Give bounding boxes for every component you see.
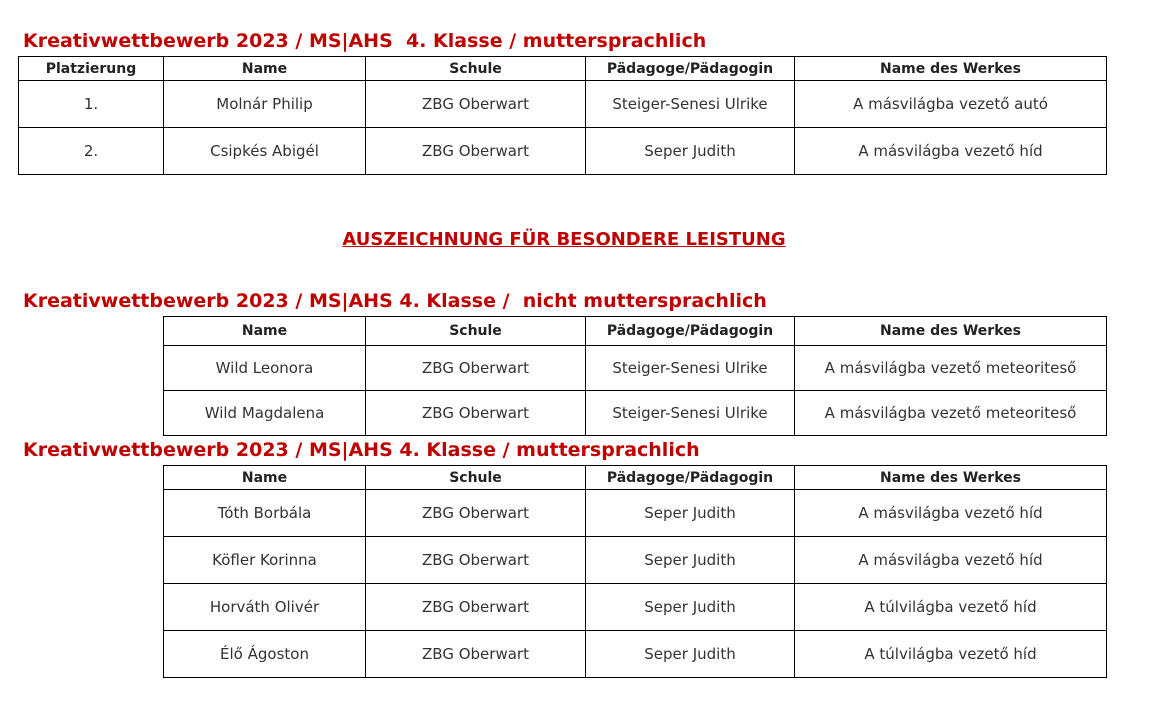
cell-teacher: Seper Judith [586, 584, 795, 631]
table-header-row [164, 317, 1107, 346]
cell-school: ZBG Oberwart [366, 81, 586, 128]
cell-teacher: Seper Judith [586, 128, 795, 175]
column-header: Pädagoge/Pädagogin [586, 57, 795, 81]
table-row [164, 490, 1107, 537]
table-header-row [164, 466, 1107, 490]
cell-work: A túlvilágba vezető híd [795, 584, 1107, 631]
column-header: Schule [366, 466, 586, 490]
column-header: Schule [366, 57, 586, 81]
column-header: Name [164, 466, 366, 490]
cell-work: A másvilágba vezető autó [795, 81, 1107, 128]
table-row [164, 631, 1107, 678]
cell-name: Tóth Borbála [164, 490, 366, 537]
award-heading: AUSZEICHNUNG FÜR BESONDERE LEISTUNG [342, 229, 786, 250]
column-header: Name [164, 317, 366, 346]
cell-work: A túlvilágba vezető híd [795, 631, 1107, 678]
cell-school: ZBG Oberwart [366, 631, 586, 678]
cell-placement: 1. [19, 81, 164, 128]
cell-work: A másvilágba vezető meteoriteső [795, 346, 1107, 391]
column-header: Name des Werkes [795, 466, 1107, 490]
cell-name: Köfler Korinna [164, 537, 366, 584]
table-header-row [19, 57, 1107, 81]
cell-placement: 2. [19, 128, 164, 175]
results-table-native [18, 56, 1107, 175]
column-header: Platzierung [19, 57, 164, 81]
cell-work: A másvilágba vezető meteoriteső [795, 391, 1107, 436]
cell-teacher: Seper Judith [586, 490, 795, 537]
cell-teacher: Steiger-Senesi Ulrike [586, 346, 795, 391]
cell-teacher: Steiger-Senesi Ulrike [586, 81, 795, 128]
cell-school: ZBG Oberwart [366, 584, 586, 631]
cell-name: Wild Magdalena [164, 391, 366, 436]
results-table-native-award [163, 465, 1107, 678]
section1-heading: Kreativwettbewerb 2023 / MS|AHS 4. Klasse / muttersprachlich [23, 30, 707, 52]
results-table-non-native [163, 316, 1107, 436]
column-header: Schule [366, 317, 586, 346]
table-row [19, 81, 1107, 128]
section3-heading: Kreativwettbewerb 2023 / MS|AHS 4. Klasse / muttersprachlich [23, 439, 700, 461]
table-row [164, 391, 1107, 436]
cell-name: Molnár Philip [164, 81, 366, 128]
table-row [164, 537, 1107, 584]
cell-teacher: Seper Judith [586, 631, 795, 678]
table-row [164, 346, 1107, 391]
column-header: Name [164, 57, 366, 81]
cell-teacher: Seper Judith [586, 537, 795, 584]
cell-work: A másvilágba vezető híd [795, 537, 1107, 584]
cell-work: A másvilágba vezető híd [795, 128, 1107, 175]
cell-school: ZBG Oberwart [366, 346, 586, 391]
cell-name: Horváth Olivér [164, 584, 366, 631]
column-header: Name des Werkes [795, 317, 1107, 346]
cell-name: Élő Ágoston [164, 631, 366, 678]
cell-name: Wild Leonora [164, 346, 366, 391]
cell-work: A másvilágba vezető híd [795, 490, 1107, 537]
cell-school: ZBG Oberwart [366, 490, 586, 537]
cell-teacher: Steiger-Senesi Ulrike [586, 391, 795, 436]
cell-school: ZBG Oberwart [366, 128, 586, 175]
section2-heading: Kreativwettbewerb 2023 / MS|AHS 4. Klasse / nicht muttersprachlich [23, 290, 767, 312]
cell-name: Csipkés Abigél [164, 128, 366, 175]
column-header: Pädagoge/Pädagogin [586, 466, 795, 490]
column-header: Name des Werkes [795, 57, 1107, 81]
table-row [19, 128, 1107, 175]
cell-school: ZBG Oberwart [366, 537, 586, 584]
column-header: Pädagoge/Pädagogin [586, 317, 795, 346]
cell-school: ZBG Oberwart [366, 391, 586, 436]
table-row [164, 584, 1107, 631]
